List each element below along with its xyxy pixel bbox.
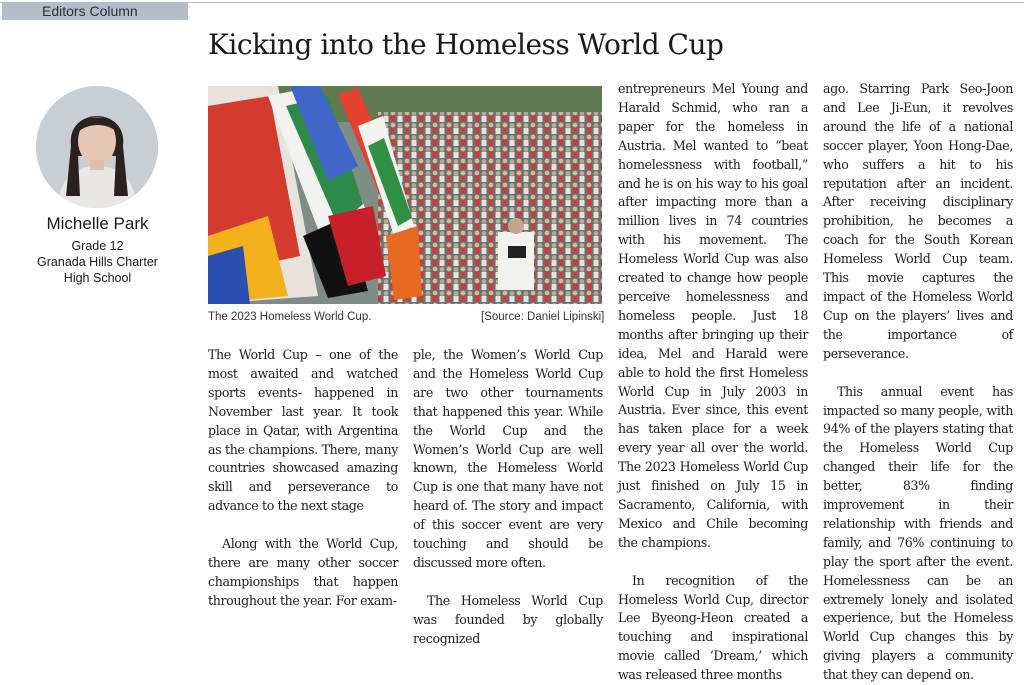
paragraph: ago. Starring Park Seo-Joon and Lee Ji-Eun, it revolves around the life of a national soccer player, Yoon Hong-Dae, who suffers a hit to his reputation after an incident. After receiving disciplinary prohibition, he becomes a coach for the South Korean Homeless World Cup team. This movie captures the impact of the Homeless World Cup on the players’ lives and the importance of perseverance. bbox=[823, 81, 1013, 361]
paragraph: The World Cup – one of the most awaited and watched sports events- happened in November last year. It took place in Qatar, with Argentina as the champions. There, many countries showcased amazing skill and perseverance to advance to the next stage bbox=[208, 347, 398, 514]
author-avatar bbox=[36, 86, 158, 208]
section-label: Editors Column bbox=[2, 2, 188, 20]
paragraph: ple, the Women’s World Cup and the Homeless World Cup are two other tournaments that happened this year. While the World Cup and the Women’s World Cup are well known, the Homeless World Cup is one that many have not heard of. The story and impact of this soccer event are very touching and should be discussed more often. bbox=[413, 347, 603, 570]
photo-source: [Source: Daniel Lipinski] bbox=[481, 311, 605, 323]
author-school-line2: High School bbox=[63, 271, 132, 285]
author-name: Michelle Park bbox=[46, 214, 149, 233]
author-portrait-image bbox=[36, 86, 158, 208]
author-school-line1: Granada Hills Charter bbox=[37, 255, 158, 269]
paragraph: In recognition of the Homeless World Cup, director Lee Byeong-Heon created a touching and inspirational movie called ‘Dream,’ which was released three months bbox=[618, 572, 808, 683]
paragraph: The Homeless World Cup was founded by globally recognized bbox=[413, 592, 603, 646]
article-photo bbox=[208, 86, 602, 304]
paragraph: Along with the World Cup, there are many other soccer championships that happen throughout the year. For exam- bbox=[208, 536, 398, 608]
paragraph: This annual event has impacted so many people, with 94% of the players stating that the Homeless World Cup changed their life for the better, 83% finding improvement in their relationship with friends and family, and 76% continuing to play the sport after the event. Homelessness can be an extremely lonely and isolated experience, but the Homeless World Cup changes this by giving players a community that they can depend on. bbox=[823, 383, 1013, 683]
photo-caption: The 2023 Homeless World Cup. bbox=[208, 311, 372, 323]
article-title: Kicking into the Homeless World Cup bbox=[208, 28, 724, 61]
text-column-3 bbox=[618, 80, 808, 685]
text-column-1 bbox=[208, 346, 398, 611]
stadium-crowd-flags-image bbox=[208, 86, 602, 304]
author-info bbox=[0, 214, 195, 286]
author-grade: Grade 12 bbox=[71, 239, 124, 253]
paragraph: entrepreneurs Mel Young and Harald Schmid, who ran a paper for the homeless in Austria. Mel wanted to “beat homelessness with football,” and he is on his way to his goal after impacting more than a million lives in 74 countries with his movement. The Homeless World Cup was also created to change how people perceive homelessness and homeless people. Just 18 months after bringing up their idea, Mel and Harald were able to hold the first Homeless World Cup in July 2003 in Austria. Ever since, this event has taken place for a week every year all over the world. The 2023 Homeless World Cup just finished on July 15 in Sacramento, California, with Mexico and Chile becoming the champions. bbox=[618, 81, 808, 550]
text-column-2 bbox=[413, 346, 603, 649]
text-column-4 bbox=[823, 80, 1013, 685]
